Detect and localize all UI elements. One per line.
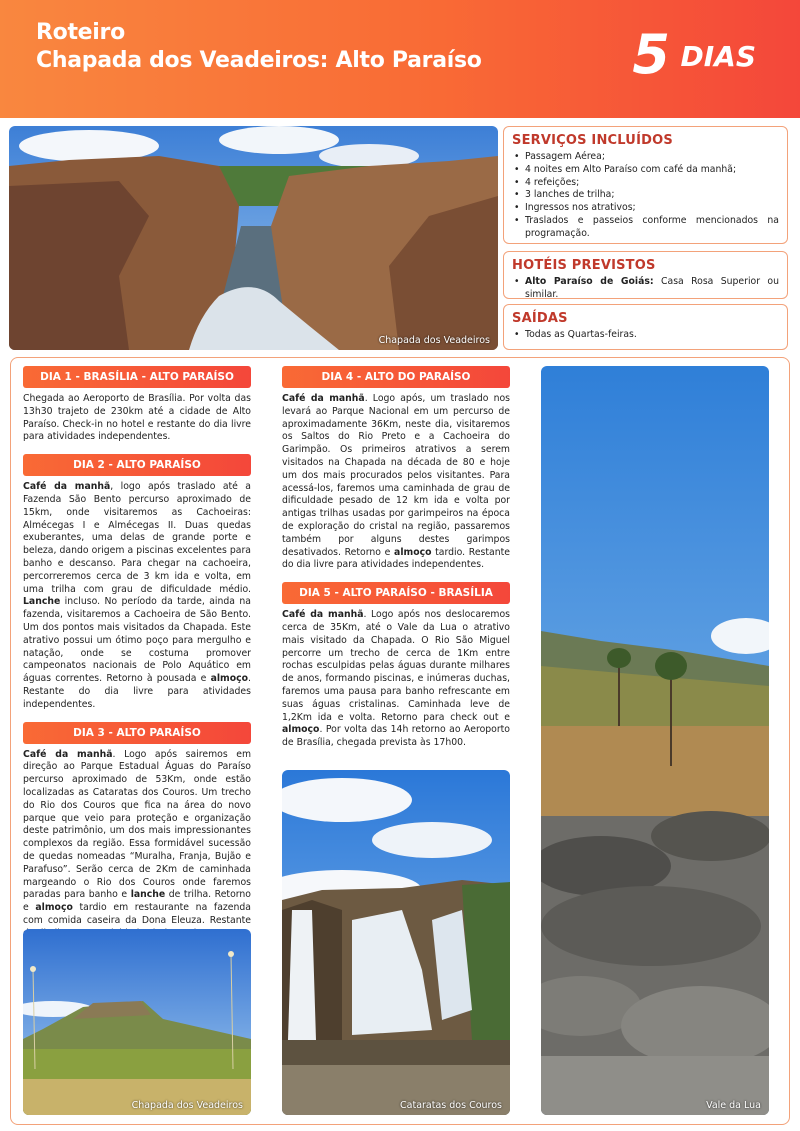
landscape-photo bbox=[23, 929, 251, 1115]
day-5-heading: DIA 5 - ALTO PARAÍSO - BRASÍLIA bbox=[282, 582, 510, 604]
body-text: . Logo após nos deslocaremos cerca de 35Km, até o Vale da Lua o atrativo mais visitado da Chapada. O Rio São Miguel percorre um trecho de cerca de 1Km entre rochas esculpidas pelas águas durante milhares de anos, formando piscinas, e inúmeras duchas, faremos uma pausa para banho refrescante em suas águas cristalinas. Caminhada leve de 1,2Km ida e volta. Retorno para check out e bbox=[282, 609, 510, 723]
bold-text: Café da manhã bbox=[23, 748, 113, 760]
header-banner bbox=[0, 0, 800, 118]
bold-text: almoço bbox=[282, 724, 320, 736]
body-text: . Por volta das 14h retorno ao Aeroporto de Brasília, chegada prevista às 17h00. bbox=[282, 724, 510, 749]
departures-item: • Todas as Quartas-feiras. bbox=[512, 329, 779, 342]
header-title-line1: Roteiro bbox=[36, 20, 125, 45]
services-item: • 4 refeições; bbox=[512, 177, 779, 190]
body-text: . Logo após, um traslado nos levará ao Parque Nacional em um percurso de aproximadamente 36Km, neste dia, visitaremos os Saltos do Rio Preto e a Cachoeira do Garimpão. Os primeiros atrativos a serem visitados na Chapada na década de 80 e hoje um dos mais procurados pelos visitantes. Para acessá-los, faremos uma caminhada de grau de dificuldade pesado de 12 km ida e volta por antigas trilhas usadas por garimpeiros na época de exploração do cristal na região, passaremos também por alguns destes garimpos desativados. Retorno e bbox=[282, 393, 510, 558]
hotels-title: HOTÉIS PREVISTOS bbox=[512, 258, 656, 273]
services-list bbox=[512, 151, 779, 241]
body-text: tardio em restaurante na fazenda com comida caseira da Dona Eleuza. Restante bbox=[23, 902, 251, 926]
canyon-illustration bbox=[9, 126, 498, 350]
day-4-text bbox=[282, 393, 510, 572]
itinerary-column-1 bbox=[23, 366, 251, 950]
services-item: • Traslados e passeios conforme mencionados na programação. bbox=[512, 215, 779, 241]
services-item: • 4 noites em Alto Paraíso com café da manhã; bbox=[512, 164, 779, 177]
departures-list bbox=[512, 329, 779, 342]
days-word: DIAS bbox=[680, 40, 756, 73]
hero-photo-caption: Chapada dos Veadeiros bbox=[378, 335, 490, 346]
day-4-heading: DIA 4 - ALTO DO PARAÍSO bbox=[282, 366, 510, 388]
bold-text: Lanche bbox=[23, 596, 61, 608]
header-title-line2: Chapada dos Veadeiros: Alto Paraíso bbox=[36, 48, 482, 73]
bold-text: almoço bbox=[35, 902, 73, 914]
bold-text: Café da manhã bbox=[23, 481, 111, 493]
waterfall-photo-caption: Cataratas dos Couros bbox=[400, 1100, 502, 1111]
services-item: • 3 lanches de trilha; bbox=[512, 189, 779, 202]
valley-photo bbox=[541, 366, 769, 1115]
body-text: , logo após traslado até a Fazenda São Bento percurso aproximado de 15km, onde visitaremos as Cachoeiras: Almécegas I e Almécegas II. Duas quedas exuberantes, uma delas de grande porte e beleza, dando origem a piscinas excelentes para banho e descanso. Para chegar na cachoeira, percorreremos cerca de 3 km ida e volta, em uma trilha com grau de dificuldade médio. bbox=[23, 481, 252, 595]
waterfall-illustration bbox=[282, 770, 510, 1115]
body-text: . Restante do dia livre para atividades independentes. bbox=[23, 673, 251, 710]
day-2-text bbox=[23, 481, 251, 711]
valley-illustration bbox=[541, 366, 769, 1115]
hotels-city: Alto Paraíso de Goiás: bbox=[525, 276, 654, 287]
services-title: SERVIÇOS INCLUÍDOS bbox=[512, 133, 673, 148]
body-text: tardio. Restante do dia livre para atividades independentes. bbox=[282, 546, 510, 571]
hotels-detail: Casa Rosa Superior ou similar. bbox=[525, 276, 779, 300]
bold-text: almoço bbox=[210, 673, 249, 685]
bold-text: Café da manhã bbox=[282, 609, 364, 621]
body-text: incluso. No período da tarde, ainda na fazenda, visitaremos a Cachoeira de São Bento. Um dos pontos mais visitados da Chapada. Este atrativo possui um ótimo poço para mergulho e natação, onde se costuma promover campeonatos nacionais de Polo Aquático em águas correntes. Retorno à pousada e bbox=[23, 596, 251, 685]
hotels-item bbox=[512, 276, 779, 302]
hotels-list bbox=[512, 276, 779, 302]
bold-text: lanche bbox=[130, 889, 166, 901]
services-item: • Ingressos nos atrativos; bbox=[512, 202, 779, 215]
day-5-text bbox=[282, 609, 510, 750]
services-box bbox=[503, 126, 788, 244]
day-3-text bbox=[23, 749, 251, 941]
body-text: de trilha. Retorno e bbox=[23, 889, 251, 914]
hero-photo-canyon bbox=[9, 126, 498, 350]
hotels-box bbox=[503, 251, 788, 299]
departures-box bbox=[503, 304, 788, 350]
days-number: 5 bbox=[632, 23, 670, 86]
waterfall-photo bbox=[282, 770, 510, 1115]
body-text: . Logo após sairemos em direção ao Parque Estadual Águas do Paraíso percurso aproximado de 53Km, onde estão localizadas as Cataratas dos Couros. Um trecho do Rio dos Couros que fica na área do novo parque que veio para proteção e organização deste patrimônio, um dos mais impressionantes complexos da região. Essa formidável sucessão de quedas nomeadas “Muralha, Franja, Bujão e Parafuso”. Serão cerca de 2Km de caminhada margeando o Rio dos Couros onde faremos paradas para banho e bbox=[23, 748, 251, 901]
day-1-heading: DIA 1 - BRASÍLIA - ALTO PARAÍSO bbox=[23, 366, 251, 388]
itinerary-column-2 bbox=[282, 366, 510, 760]
services-item: • Passagem Aérea; bbox=[512, 151, 779, 164]
departures-title: SAÍDAS bbox=[512, 311, 568, 326]
bold-text: almoço bbox=[394, 546, 432, 558]
landscape-photo-caption: Chapada dos Veadeiros bbox=[131, 1100, 243, 1111]
day-3-heading: DIA 3 - ALTO PARAÍSO bbox=[23, 722, 251, 744]
valley-photo-caption: Vale da Lua bbox=[706, 1100, 761, 1111]
day-2-heading: DIA 2 - ALTO PARAÍSO bbox=[23, 454, 251, 476]
day-1-text: Chegada ao Aeroporto de Brasília. Por volta das 13h30 trajeto de 230km até a cidade de Alto Paraíso. Check-in no hotel e restante do dia livre para atividades independentes. bbox=[23, 393, 251, 443]
bold-text: Café da manhã bbox=[282, 393, 365, 404]
landscape-illustration bbox=[23, 929, 251, 1115]
